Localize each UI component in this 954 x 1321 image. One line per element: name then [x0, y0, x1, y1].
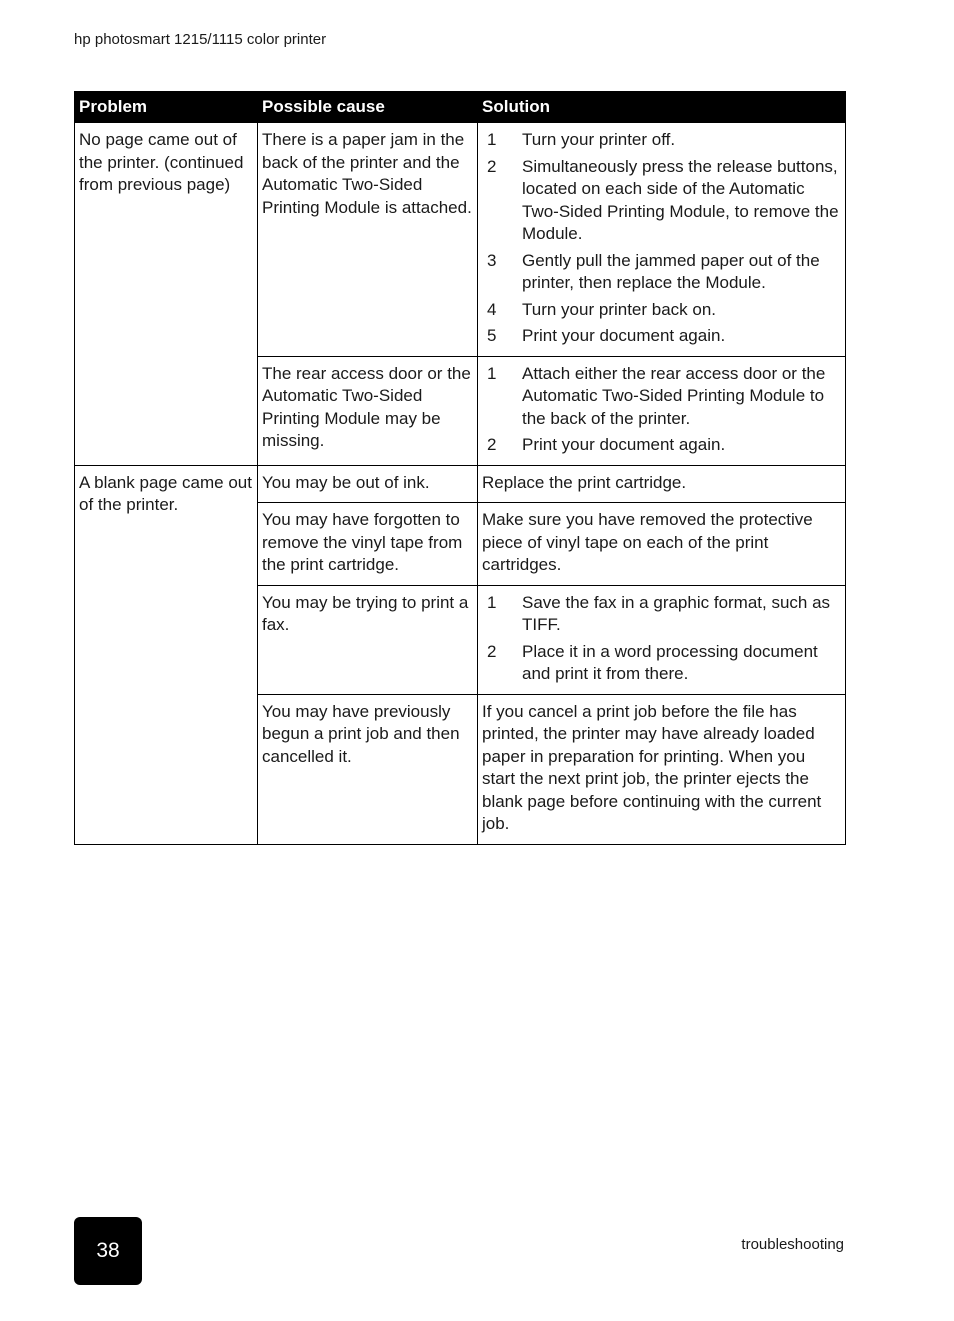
solution-step — [482, 641, 841, 686]
solution-steps — [482, 129, 841, 348]
problem-cell: A blank page came out of the printer. — [75, 465, 258, 844]
solution-step — [482, 299, 841, 322]
cause-cell: The rear access door or the Automatic Two-Sided Printing Module may be missing. — [258, 356, 478, 465]
solution-cell: Make sure you have removed the protective piece of vinyl tape on each of the print cartridges. — [478, 503, 846, 586]
step-text: Save the fax in a graphic format, such as TIFF. — [522, 592, 831, 634]
solution-step — [482, 250, 841, 295]
step-number: 5 — [487, 326, 497, 345]
cause-cell: There is a paper jam in the back of the printer and the Automatic Two-Sided Printing Module is attached. — [258, 123, 478, 357]
solution-step — [482, 129, 841, 152]
running-header: hp photosmart 1215/1115 color printer — [74, 31, 327, 48]
cause-cell: You may be trying to print a fax. — [258, 585, 478, 694]
step-number: 2 — [487, 435, 497, 454]
solution-step — [482, 363, 841, 431]
step-text: Print your document again. — [522, 326, 726, 345]
solution-cell — [478, 585, 846, 694]
step-number: 2 — [487, 156, 497, 176]
step-number: 4 — [487, 299, 497, 319]
page-number: 38 — [96, 1239, 120, 1262]
step-number: 2 — [487, 641, 497, 661]
step-text: Gently pull the jammed paper out of the printer, then replace the Module. — [522, 250, 820, 292]
step-text: Turn your printer off. — [522, 130, 676, 149]
step-text: Attach either the rear access door or the Automatic Two-Sided Printing Module to the back of the printer. — [522, 363, 826, 428]
page-number-tab — [74, 1217, 142, 1285]
table-header-row — [75, 92, 846, 123]
solution-cell — [478, 123, 846, 357]
step-text: Turn your printer back on. — [522, 299, 717, 319]
problem-cell: No page came out of the printer. (continued from previous page) — [75, 123, 258, 466]
step-number: 3 — [487, 250, 497, 270]
solution-step — [482, 592, 841, 637]
column-header-problem: Problem — [75, 92, 258, 123]
solution-steps — [482, 363, 841, 457]
solution-cell: If you cancel a print job before the file has printed, the printer may have already loaded paper in preparation for printing. When you start the next print job, the printer ejects the blank page before continuing with the current job. — [478, 694, 846, 844]
solution-step — [482, 434, 841, 457]
cause-cell: You may have forgotten to remove the vinyl tape from the print cartridge. — [258, 503, 478, 586]
step-text: Print your document again. — [522, 435, 726, 454]
step-number: 1 — [487, 130, 497, 149]
troubleshooting-table — [74, 91, 846, 845]
cause-cell: You may have previously begun a print job and then cancelled it. — [258, 694, 478, 844]
solution-step — [482, 156, 841, 246]
step-number: 1 — [487, 363, 497, 383]
step-text: Place it in a word processing document and print it from there. — [522, 641, 818, 683]
step-number: 1 — [487, 592, 497, 612]
solution-cell: Replace the print cartridge. — [478, 465, 846, 503]
solution-steps — [482, 592, 841, 686]
solution-step — [482, 325, 841, 348]
table-row — [75, 465, 846, 503]
table-row — [75, 123, 846, 357]
cause-cell: You may be out of ink. — [258, 465, 478, 503]
section-label: troubleshooting — [741, 1236, 844, 1253]
column-header-solution: Solution — [478, 92, 846, 123]
column-header-cause: Possible cause — [258, 92, 478, 123]
step-text: Simultaneously press the release buttons, located on each side of the Automatic Two-Sided Printing Module, to remove the Module. — [522, 156, 839, 243]
solution-cell — [478, 356, 846, 465]
